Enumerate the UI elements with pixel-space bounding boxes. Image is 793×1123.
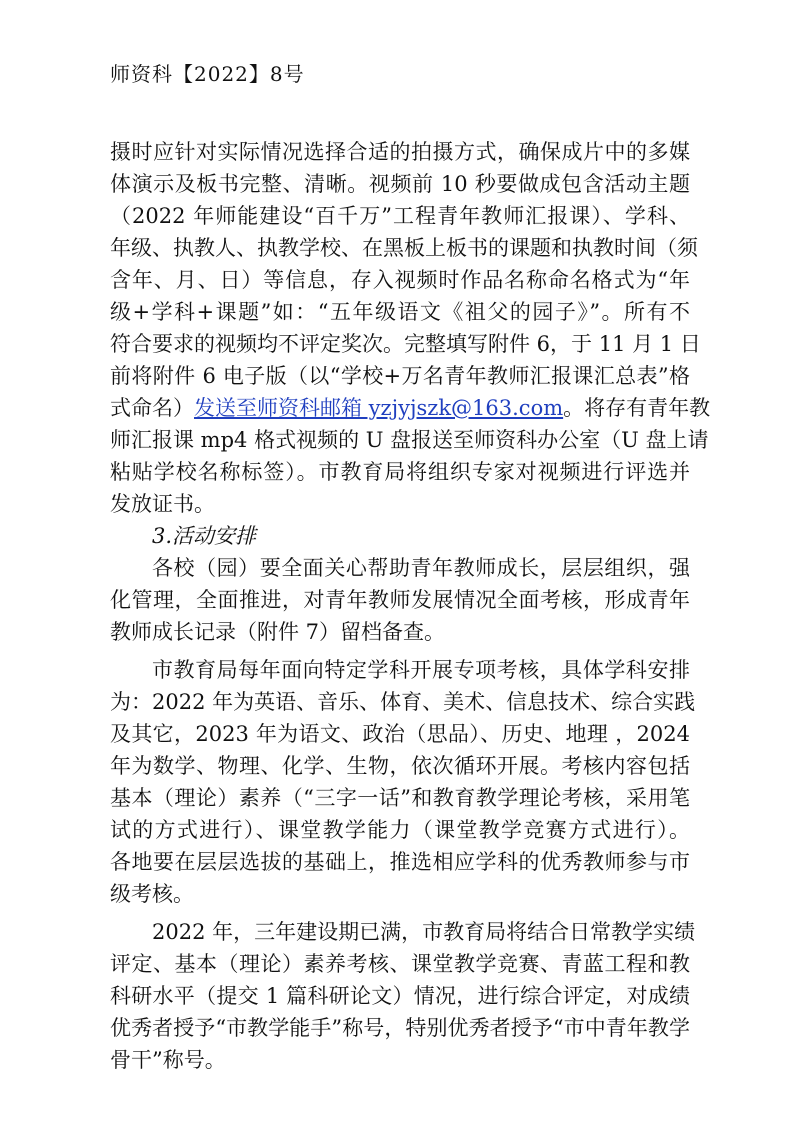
paragraph-line: 各校（园）要全面关心帮助青年教师成长，层层组织，强	[152, 556, 690, 580]
paragraph-line: 粘贴学校名称标签）。市教育局将组织专家对视频进行评选并	[110, 460, 690, 484]
paragraph-line: 年为数学、物理、化学、生物，依次循环开展。考核内容包括	[110, 754, 690, 778]
paragraph-line: 含年、月、日）等信息，存入视频时作品名称命名格式为“年	[110, 268, 690, 292]
paragraph-line: 级考核。	[110, 882, 194, 906]
paragraph-line: 2022 年，三年建设期已满，市教育局将结合日常教学实绩	[152, 920, 696, 944]
paragraph-line: 师汇报课 mp4 格式视频的 U 盘报送至师资科办公室（U 盘上请	[110, 428, 709, 452]
paragraph-line: （2022 年师能建设“百千万”工程青年教师汇报课）、学科、	[110, 204, 690, 228]
paragraph-line: 科研水平（提交 1 篇科研论文）情况，进行综合评定，对成绩	[110, 984, 690, 1008]
paragraph-line: 年级、执教人、执教学校、在黑板上板书的课题和执教时间（须	[110, 236, 698, 260]
paragraph-line: 基本（理论）素养（“三字一话”和教育教学理论考核，采用笔	[110, 786, 690, 810]
paragraph-line: 试的方式进行）、课堂教学能力（课堂教学竞赛方式进行）。	[110, 818, 690, 842]
section-heading: 3.活动安排	[152, 524, 257, 548]
text-before-link: 式命名）	[110, 396, 194, 420]
paragraph-line: 体演示及板书完整、清晰。视频前 10 秒要做成包含活动主题	[110, 172, 690, 196]
email-link[interactable]: 发送至师资科邮箱 yzjyjszk@163.com	[194, 396, 564, 420]
paragraph-line-with-link	[110, 392, 711, 424]
paragraph-line: 市教育局每年面向特定学科开展专项考核，具体学科安排	[152, 658, 690, 682]
paragraph-line: 前将附件 6 电子版（以“学校+万名青年教师汇报课汇总表”格	[110, 364, 690, 388]
paragraph-line: 优秀者授予“市教学能手”称号，特别优秀者授予“市中青年教学	[110, 1016, 690, 1040]
paragraph-line: 摄时应针对实际情况选择合适的拍摄方式，确保成片中的多媒	[110, 140, 690, 164]
paragraph-line: 为：2022 年为英语、音乐、体育、美术、信息技术、综合实践	[110, 690, 696, 714]
paragraph-line: 评定、基本（理论）素养考核、课堂教学竞赛、青蓝工程和教	[110, 952, 690, 976]
document-number: 师资科【2022】8号	[110, 62, 305, 86]
paragraph-line: 符合要求的视频均不评定奖次。完整填写附件 6，于 11 月 1 日	[110, 332, 701, 356]
paragraph-line: 各地要在层层选拔的基础上，推选相应学科的优秀教师参与市	[110, 850, 690, 874]
paragraph-line: 教师成长记录（附件 7）留档备查。	[110, 620, 446, 644]
text-after-link: 。将存有青年教	[563, 396, 711, 420]
paragraph-line: 发放证书。	[110, 492, 215, 516]
paragraph-line: 骨干”称号。	[110, 1048, 226, 1072]
paragraph-line: 及其它，2023 年为语文、政治（思品）、历史、地理 ，2024	[110, 722, 690, 746]
paragraph-line: 化管理，全面推进，对青年教师发展情况全面考核，形成青年	[110, 588, 690, 612]
paragraph-line: 级+学科+课题”如：“五年级语文《祖父的园子》”。所有不	[110, 300, 690, 324]
